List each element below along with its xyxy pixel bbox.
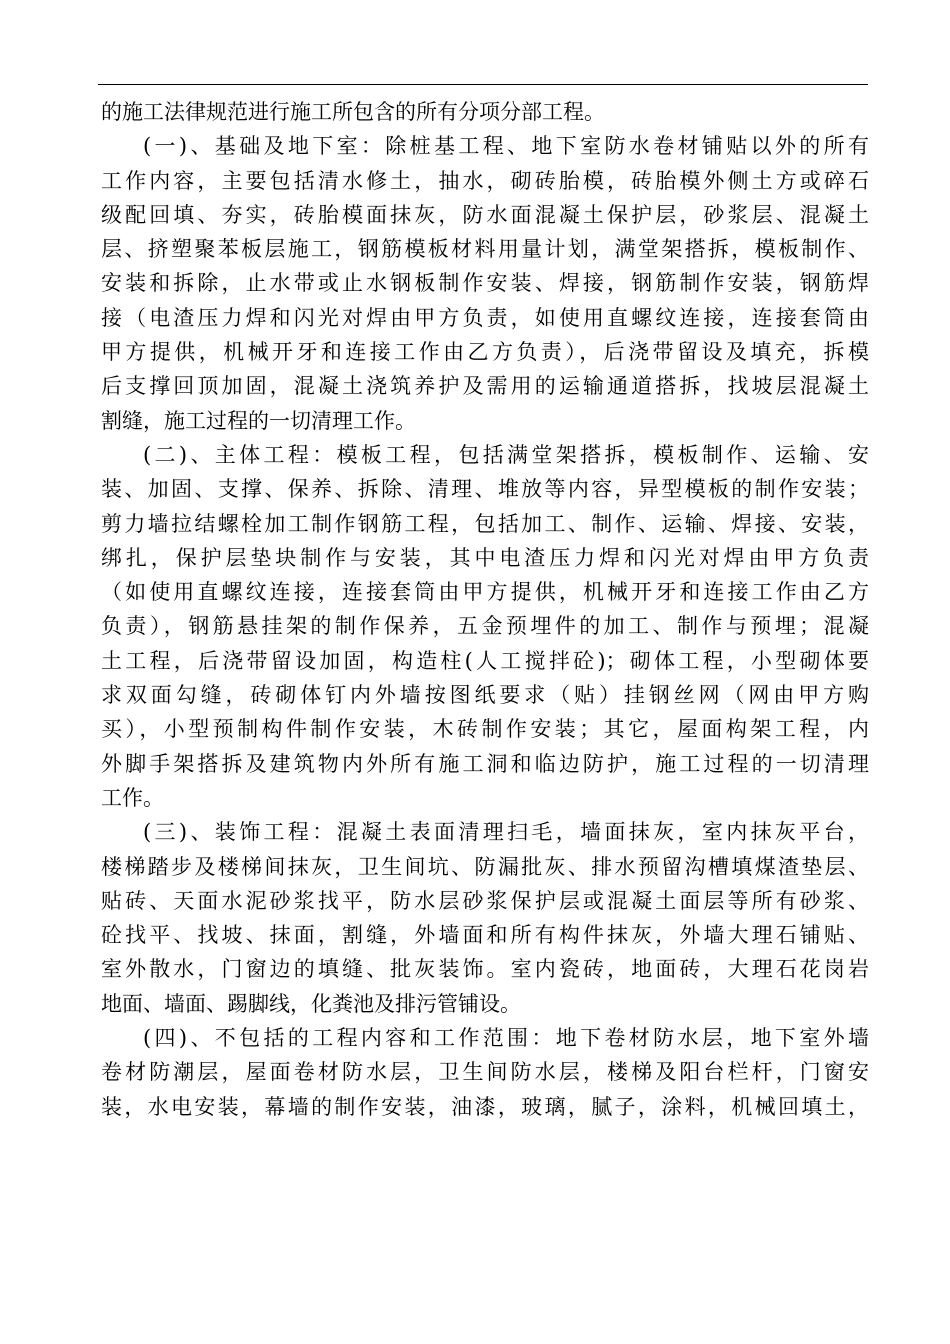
text-line: 绑扎，保护层垫块制作与安装，其中电渣压力焊和闪光对焊由甲方负责	[101, 545, 869, 570]
text-line: 甲方提供，机械开牙和连接工作由乙方负责），后浇带留设及填充，拆模	[101, 340, 869, 365]
text-line: 工作。	[101, 785, 164, 810]
text-line: 卷材防潮层，屋面卷材防水层，卫生间防水层，楼梯及阳台栏杆，门窗安	[101, 1060, 869, 1085]
text-line: 贴砖、天面水泥砂浆找平，防水层砂浆保护层或混凝土面层等所有砂浆、	[101, 888, 869, 913]
text-line: (二)、主体工程：模板工程，包括满堂架搭拆，模板制作、运输、安	[143, 442, 869, 467]
text-line: 负责），钢筋悬挂架的制作保养，五金预埋件的加工、制作与预埋；混凝	[101, 614, 869, 639]
text-line: 土工程，后浇带留设加固，构造柱(人工搅拌砼)；砌体工程，小型砌体要	[101, 648, 869, 673]
text-line: 装、加固、支撑、保养、拆除、清理、堆放等内容，异型模板的制作安装；	[101, 477, 869, 502]
header-rule	[98, 84, 868, 85]
text-line: (三)、装饰工程：混凝土表面清理扫毛，墙面抹灰，室内抹灰平台，	[143, 820, 869, 845]
text-line: 室外散水，门窗边的填缝、批灰装饰。室内瓷砖，地面砖，大理石花岗岩	[101, 957, 869, 982]
text-line: 的施工法律规范进行施工所包含的所有分项分部工程。	[101, 100, 605, 124]
text-line: 后支撑回顶加固，混凝土浇筑养护及需用的运输通道搭拆，找坡层混凝土	[101, 374, 869, 399]
text-line: (四)、不包括的工程内容和工作范围：地下卷材防水层，地下室外墙	[143, 1026, 869, 1051]
paragraph-section-3	[101, 815, 869, 1021]
text-line: 求双面勾缝，砖砌体钉内外墙按图纸要求（贴）挂钢丝网（网由甲方购	[101, 683, 869, 708]
text-line: 安装和拆除，止水带或止水钢板制作安装、焊接，钢筋制作安装，钢筋焊	[101, 271, 869, 296]
document-body	[101, 95, 869, 1124]
text-line: 楼梯踏步及楼梯间抹灰，卫生间坑、防漏批灰、排水预留沟槽填煤渣垫层、	[101, 854, 869, 879]
text-line: 剪力墙拉结螺栓加工制作钢筋工程，包括加工、制作、运输、焊接、安装，	[101, 511, 869, 536]
paragraph-section-1	[101, 129, 869, 438]
text-line: 层、挤塑聚苯板层施工，钢筋模板材料用量计划，满堂架搭拆，模板制作、	[101, 237, 869, 262]
text-line: 砼找平、找坡、抹面，割缝，外墙面和所有构件抹灰，外墙大理石铺贴、	[101, 923, 869, 948]
paragraph-section-4	[101, 1021, 869, 1124]
text-line: （如使用直螺纹连接，连接套筒由甲方提供，机械开牙和连接工作由乙方	[101, 580, 869, 605]
text-line: 接（电渣压力焊和闪光对焊由甲方负责，如使用直螺纹连接，连接套筒由	[101, 305, 869, 330]
text-line: 工作内容，主要包括清水修土，抽水，砌砖胎模，砖胎模外侧土方或碎石	[101, 168, 869, 193]
text-line: 外脚手架搭拆及建筑物内外所有施工洞和临边防护，施工过程的一切清理	[101, 751, 869, 776]
text-line: 级配回填、夯实，砖胎模面抹灰，防水面混凝土保护层，砂浆层、混凝土	[101, 202, 869, 227]
text-line: 买），小型预制构件制作安装，木砖制作安装；其它，屋面构架工程，内	[101, 717, 869, 742]
text-line: (一)、基础及地下室：除桩基工程、地下室防水卷材铺贴以外的所有	[143, 134, 869, 159]
text-line: 装，水电安装，幕墙的制作安装，油漆，玻璃，腻子，涂料，机械回填土，	[101, 1094, 869, 1119]
text-line: 割缝，施工过程的一切清理工作。	[101, 408, 416, 433]
paragraph-continuation	[101, 95, 869, 129]
paragraph-section-2	[101, 438, 869, 815]
text-line: 地面、墙面、踢脚线，化粪池及排污管铺设。	[101, 991, 521, 1016]
